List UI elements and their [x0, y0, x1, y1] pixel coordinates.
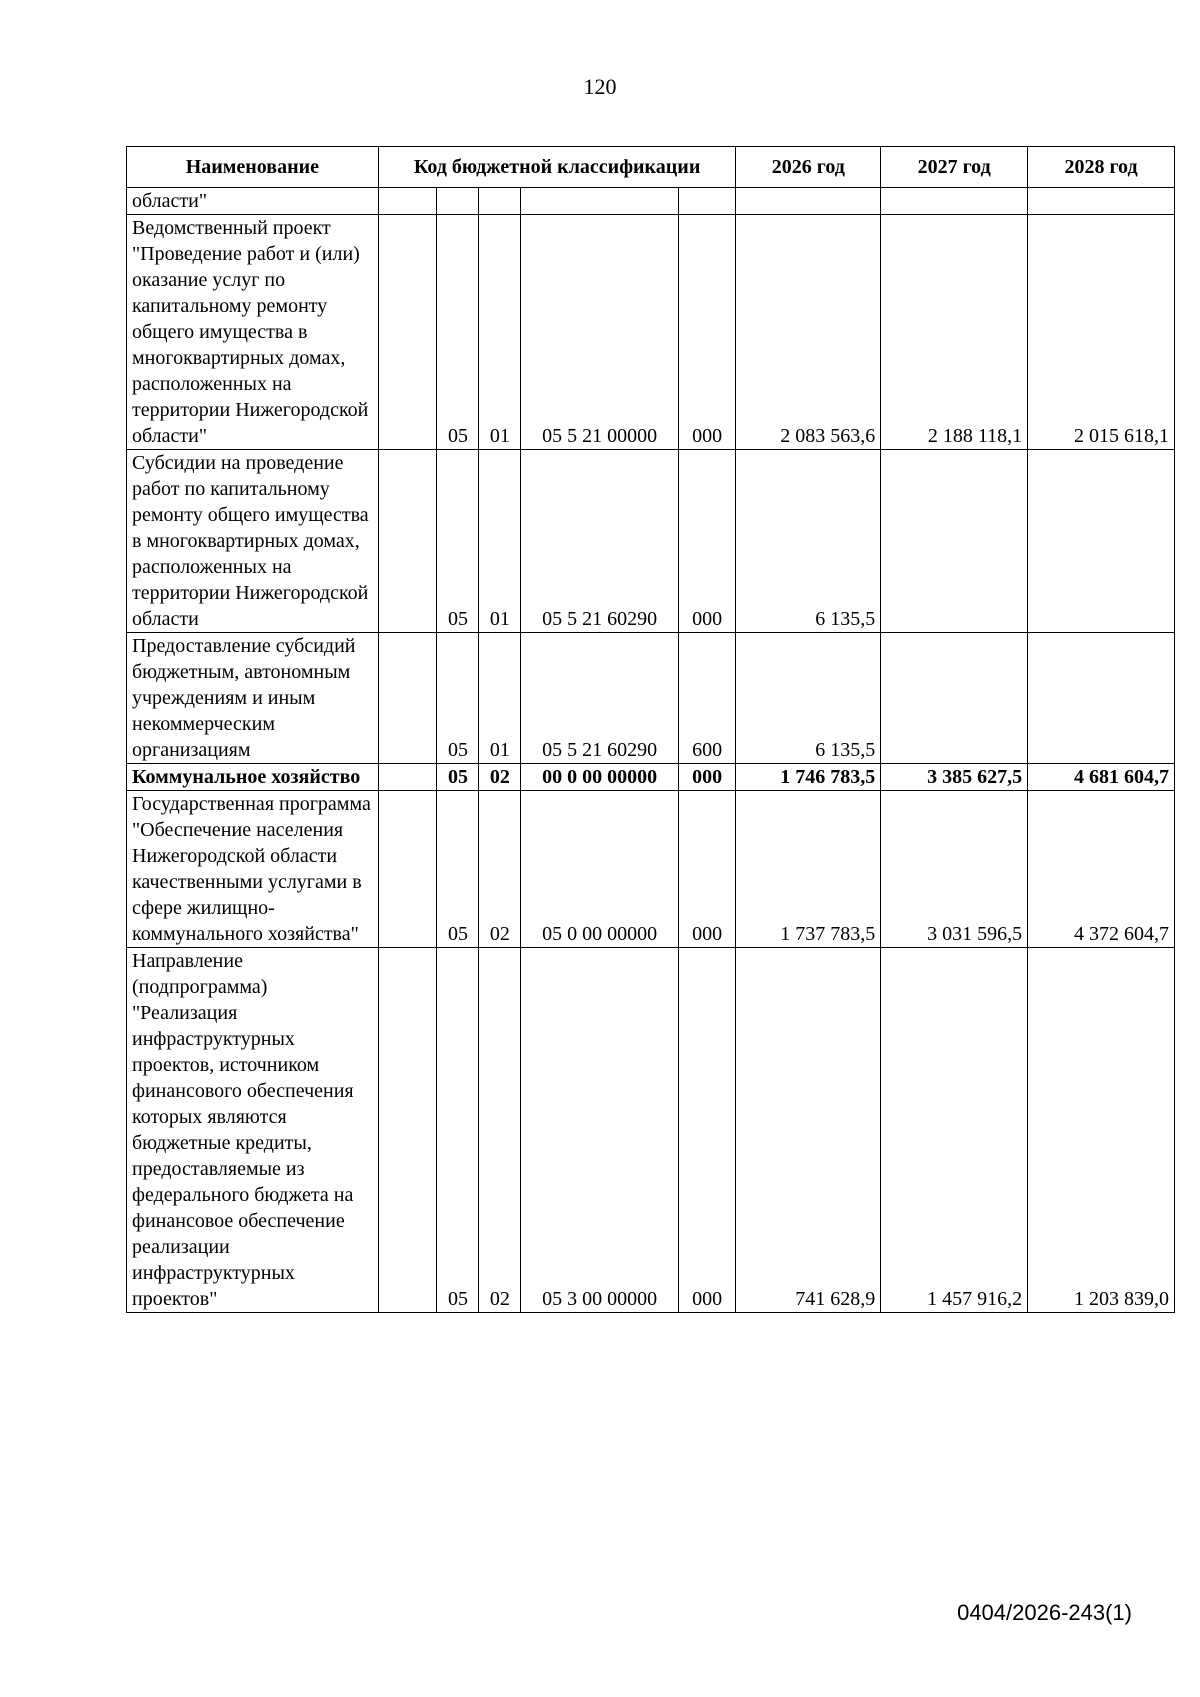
- table-row: [127, 791, 1175, 948]
- row-code-empty: [378, 764, 437, 791]
- row-value-2026: 741 628,9: [736, 948, 881, 1313]
- page-number: 120: [583, 74, 617, 99]
- row-name: Субсидии на проведение работ по капитальному ремонту общего имущества в многоквартирных домах, расположенных на территории Нижегородской области: [127, 450, 379, 633]
- row-name: Коммунальное хозяйство: [127, 764, 379, 791]
- row-value-2028: 2 015 618,1: [1028, 215, 1175, 450]
- row-value-2027: 3 385 627,5: [881, 764, 1028, 791]
- row-value-2026: 2 083 563,6: [736, 215, 881, 450]
- table-row: [127, 633, 1175, 764]
- row-code-subsection: [479, 188, 521, 215]
- header-2028: 2028 год: [1028, 147, 1175, 188]
- row-code-target: 05 5 21 60290: [521, 633, 678, 764]
- header-2026: 2026 год: [736, 147, 881, 188]
- row-code-section: [437, 188, 479, 215]
- row-code-section: 05: [437, 450, 479, 633]
- row-code-subsection: 01: [479, 450, 521, 633]
- row-code-section: 05: [437, 764, 479, 791]
- row-code-subsection: 01: [479, 633, 521, 764]
- row-code-empty: [378, 948, 437, 1313]
- row-code-empty: [378, 215, 437, 450]
- row-value-2028: 4 372 604,7: [1028, 791, 1175, 948]
- row-value-2027: 1 457 916,2: [881, 948, 1028, 1313]
- row-code-type: 600: [678, 633, 736, 764]
- row-name: Направление (подпрограмма) "Реализация инфраструктурных проектов, источником финансового обеспечения которых являются бюджетные кредиты, предоставляемые из федерального бюджета на финансовое обеспечение реализации инфраструктурных проектов": [127, 948, 379, 1313]
- row-name: Ведомственный проект "Проведение работ и (или) оказание услуг по капитальному ремонту общего имущества в многоквартирных домах, расположенных на территории Нижегородской области": [127, 215, 379, 450]
- row-code-target: 05 3 00 00000: [521, 948, 678, 1313]
- row-value-2026: 6 135,5: [736, 633, 881, 764]
- row-value-2028: [1028, 633, 1175, 764]
- row-value-2026: 1 737 783,5: [736, 791, 881, 948]
- row-code-target: 00 0 00 00000: [521, 764, 678, 791]
- row-value-2028: [1028, 450, 1175, 633]
- row-code-empty: [378, 633, 437, 764]
- row-name: Предоставление субсидий бюджетным, автономным учреждениям и иным некоммерческим организациям: [127, 633, 379, 764]
- row-code-empty: [378, 791, 437, 948]
- row-code-target: 05 5 21 00000: [521, 215, 678, 450]
- row-code-type: 000: [678, 215, 736, 450]
- row-code-type: 000: [678, 450, 736, 633]
- row-code-target: 05 5 21 60290: [521, 450, 678, 633]
- row-code-subsection: 01: [479, 215, 521, 450]
- row-code-type: 000: [678, 948, 736, 1313]
- header-code: Код бюджетной классификации: [378, 147, 736, 188]
- row-code-section: 05: [437, 948, 479, 1313]
- row-code-section: 05: [437, 791, 479, 948]
- row-value-2028: 1 203 839,0: [1028, 948, 1175, 1313]
- row-value-2027: [881, 450, 1028, 633]
- row-code-type: 000: [678, 764, 736, 791]
- row-code-empty: [378, 188, 437, 215]
- row-code-target: [521, 188, 678, 215]
- row-code-subsection: 02: [479, 948, 521, 1313]
- budget-table: [126, 146, 1175, 1313]
- document-code: 0404/2026-243(1): [957, 1600, 1132, 1625]
- row-code-subsection: 02: [479, 791, 521, 948]
- row-value-2026: [736, 188, 881, 215]
- header-name: Наименование: [127, 147, 379, 188]
- row-value-2028: [1028, 188, 1175, 215]
- row-code-type: 000: [678, 791, 736, 948]
- row-value-2027: [881, 188, 1028, 215]
- row-code-subsection: 02: [479, 764, 521, 791]
- table-row: [127, 450, 1175, 633]
- row-code-type: [678, 188, 736, 215]
- row-code-empty: [378, 450, 437, 633]
- table-row: [127, 215, 1175, 450]
- row-code-section: 05: [437, 215, 479, 450]
- header-2027: 2027 год: [881, 147, 1028, 188]
- row-value-2027: [881, 633, 1028, 764]
- row-value-2028: 4 681 604,7: [1028, 764, 1175, 791]
- row-value-2026: 6 135,5: [736, 450, 881, 633]
- table-header-row: [127, 147, 1175, 188]
- row-value-2027: 2 188 118,1: [881, 215, 1028, 450]
- table-row: [127, 188, 1175, 215]
- row-name: области": [127, 188, 379, 215]
- row-value-2027: 3 031 596,5: [881, 791, 1028, 948]
- row-code-section: 05: [437, 633, 479, 764]
- row-code-target: 05 0 00 00000: [521, 791, 678, 948]
- row-name: Государственная программа "Обеспечение населения Нижегородской области качественными услугами в сфере жилищно-коммунального хозяйства": [127, 791, 379, 948]
- table-row: [127, 948, 1175, 1313]
- table-row-section-total: [127, 764, 1175, 791]
- row-value-2026: 1 746 783,5: [736, 764, 881, 791]
